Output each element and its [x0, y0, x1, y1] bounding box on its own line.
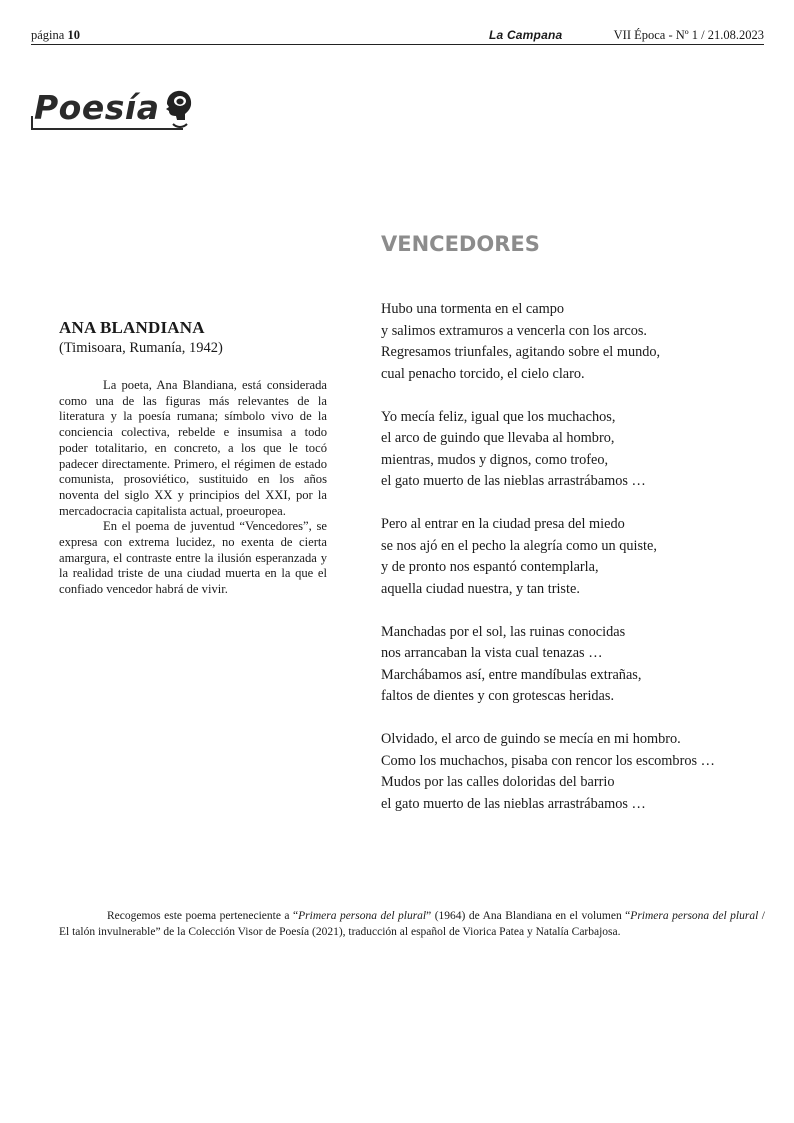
bio-paragraph: La poeta, Ana Blandiana, está considerada como una de las figuras más relevantes de la literatura y la poesía rumana; símbolo vivo de la conciencia colectiva, rebelde e insumisa a todo poder totalitario, en concreto, a los que le tocó padecer directamente. Primero, el régimen de estado comunista, prosoviético, sustituido en los años noventa del siglo XX y principios del XXI, por la mercadocracia capitalista actual, proeuropea. — [59, 378, 327, 518]
poem-line: Olvidado, el arco de guindo se mecía en mi hombro. — [381, 731, 681, 747]
poem-line: Regresamos triunfales, agitando sobre el mundo, — [381, 344, 661, 360]
poem-stanza — [381, 622, 771, 708]
author-biography — [59, 378, 327, 598]
poem-stanza — [381, 299, 771, 385]
poem-line: Marchábamos así, entre mandíbulas extrañas, — [381, 666, 642, 683]
poem-line: Hubo una tormenta en el campo — [381, 301, 565, 317]
poem-line: faltos de dientes y con grotescas heridas. — [381, 688, 615, 704]
poem-line: el gato muerto de las nieblas arrastrábamos … — [381, 473, 646, 489]
poem-line: Como los muchachos, pisaba con rencor los escombros … — [381, 752, 715, 769]
poem-line: y de pronto nos espantó contemplarla, — [381, 559, 599, 575]
page-number-label: página 10 — [31, 28, 80, 42]
poem-line: cual penacho torcido, el cielo claro. — [381, 365, 585, 382]
source-footnote — [59, 909, 765, 940]
poem-body — [381, 299, 771, 837]
author-name: ANA BLANDIANA — [59, 318, 205, 337]
poem-line: se nos ajó en el pecho la alegría como un quiste, — [381, 537, 657, 554]
poem-line: nos arrancaban la vista cual tenazas … — [381, 645, 603, 661]
poem-line: aquella ciudad nuestra, y tan triste. — [381, 580, 580, 597]
footnote-text: Recogemos este poema perteneciente a “Primera persona del plural” (1964) de Ana Blandiana en el volumen “Primera persona del plural / El talón invulnerable” de la Colección Visor de Poesía (2021), traducción al español de Viorica Patea y Natalía Carbajosa. — [59, 910, 765, 938]
issue-info: VII Época - Nº 1 / 21.08.2023 — [613, 28, 764, 42]
bio-paragraph: En el poema de juventud “Vencedores”, se expresa con extrema lucidez, no exenta de cierta amargura, el contraste entre la ilusión esperanzada y la realidad triste de una ciudad muerta en la que el confiado vencedor habrá de vivir. — [59, 519, 327, 597]
book-title: Primera persona del plural — [298, 910, 427, 922]
poem-line: Manchadas por el sol, las ruinas conocidas — [381, 623, 626, 640]
poem-line: Yo mecía feliz, igual que los muchachos, — [381, 408, 616, 425]
poem-line: Mudos por las calles doloridas del barrio — [381, 774, 615, 790]
poem-line: mientras, mudos y dignos, como trofeo, — [381, 451, 609, 468]
author-origin: (Timisoara, Rumanía, 1942) — [59, 340, 223, 356]
logo-underline — [31, 128, 183, 130]
page-header — [31, 26, 764, 45]
poem-stanza — [381, 407, 771, 493]
publication-name: La Campana — [489, 28, 563, 42]
book-title: Primera persona del plural — [630, 910, 759, 922]
page-number: 10 — [67, 28, 80, 42]
logo-bracket — [31, 116, 33, 130]
poem-stanza — [381, 514, 771, 600]
poem-stanza — [381, 729, 771, 815]
head-silhouette-icon — [163, 88, 193, 130]
section-logo — [31, 88, 196, 140]
author-block — [59, 318, 327, 357]
poem-line: Pero al entrar en la ciudad presa del miedo — [381, 516, 625, 532]
poem-line: y salimos extramuros a vencerla con los arcos. — [381, 322, 647, 339]
poem-title: VENCEDORES — [381, 232, 540, 256]
section-logo-text: Poesía — [34, 88, 160, 127]
poem-line: el gato muerto de las nieblas arrastrábamos … — [381, 795, 646, 812]
poem-line: el arco de guindo que llevaba al hombro, — [381, 430, 615, 446]
